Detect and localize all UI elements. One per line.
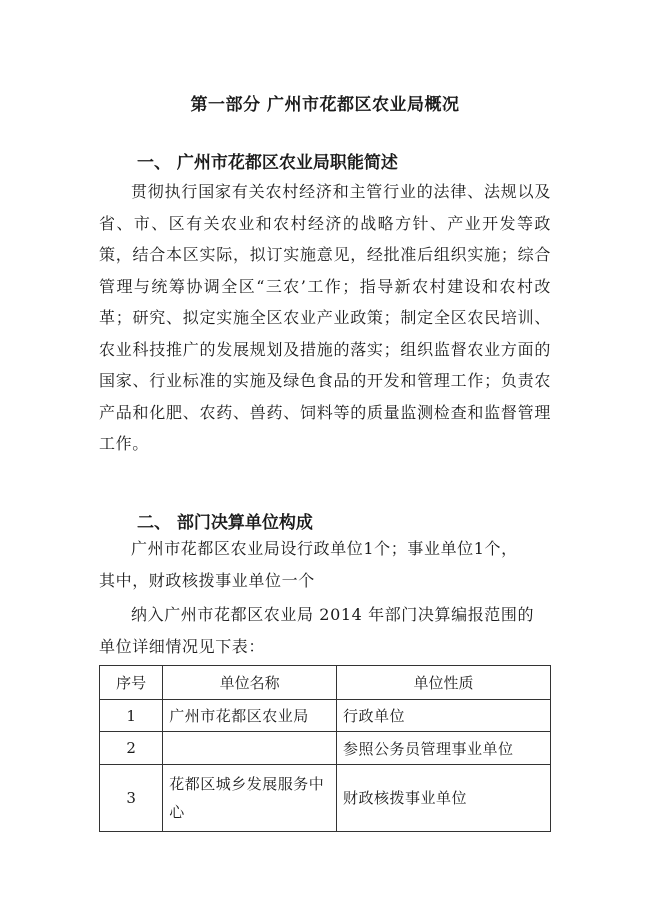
table-header-cell: 序号: [100, 666, 163, 700]
table-cell: 财政核拨事业单位: [337, 765, 551, 832]
table-header-cell: 单位名称: [163, 666, 337, 700]
table-row: [100, 765, 551, 832]
table-header-cell: 单位性质: [337, 666, 551, 700]
section-2-paragraph-2-line-1: 纳入广州市花都区农业局 2014 年部门决算编报范围的: [131, 605, 535, 624]
section-2-paragraph-1-line-2: 其中，财政核拨事业单位一个: [99, 571, 315, 590]
table-cell: 2: [100, 732, 163, 765]
table-cell: 花都区城乡发展服务中心: [163, 765, 337, 832]
page-title: 第一部分 广州市花都区农业局概况: [190, 95, 460, 115]
table-row: [100, 732, 551, 765]
table-row: [100, 700, 551, 732]
table-cell: 广州市花都区农业局: [163, 700, 337, 732]
table-header-row: [100, 666, 551, 700]
section-2-heading: 二、 部门决算单位构成: [137, 513, 313, 533]
table-cell: [163, 732, 337, 765]
table-cell: 行政单位: [337, 700, 551, 732]
table-cell: 3: [100, 765, 163, 832]
section-2-paragraph-1-line-1: 广州市花都区农业局设行政单位1个；事业单位1个，: [131, 539, 518, 558]
section-1-heading: 一、 广州市花都区农业局职能简述: [137, 153, 398, 173]
table-cell: 参照公务员管理事业单位: [337, 732, 551, 765]
section-2-paragraph-2-line-2: 单位详细情况见下表：: [99, 637, 266, 656]
unit-table: [99, 665, 551, 832]
section-1-paragraph: 贯彻执行国家有关农村经济和主管行业的法律、法规以及省、市、区有关农业和农村经济的战略方针、产业开发等政策，结合本区实际，拟订实施意见，经批准后组织实施；综合管理与统筹协调全区“三农’工作；指导新农村建设和农村改革；研究、拟定实施全区农业产业政策；制定全区农民培训、农业科技推广的发展规划及措施的落实；组织监督农业方面的国家、行业标准的实施及绿色食品的开发和管理工作；负责农产品和化肥、农药、兽药、饲料等的质量监测检查和监督管理工作。: [99, 182, 551, 453]
table-cell: 1: [100, 700, 163, 732]
